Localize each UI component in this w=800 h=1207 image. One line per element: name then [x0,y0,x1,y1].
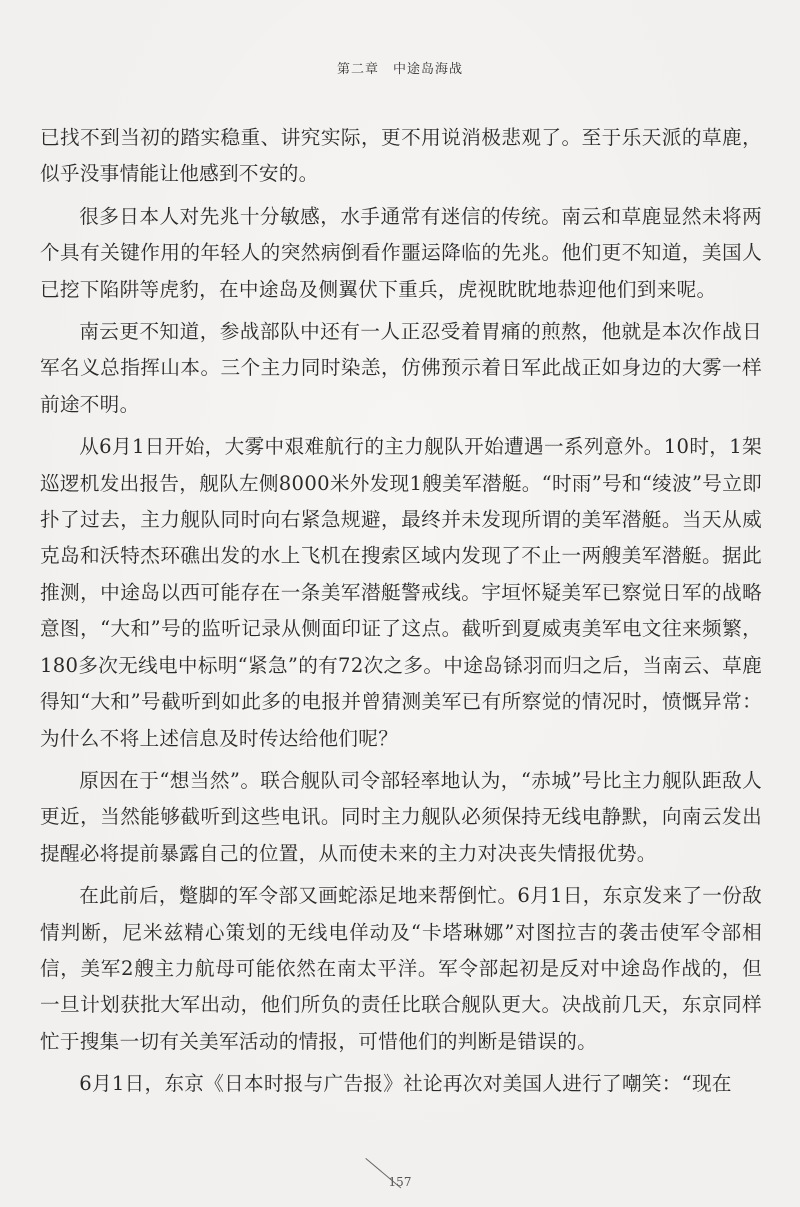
chapter-title: 中途岛海战 [393,62,464,77]
paragraph-5: 原因在于“想当然”。联合舰队司令部轻率地认为，“赤城”号比主力舰队距敌人更近，当然能够截听到这些电讯。同时主力舰队必须保持无线电静默，向南云发出提醒必将提前暴露自己的位置，从而使未来的主力对决丧失情报优势。 [40,768,762,865]
body-text [40,120,762,1103]
paragraph-6: 在此前后，蹩脚的军令部又画蛇添足地来帮倒忙。6月1日，东京发来了一份敌情判断，尼米兹精心策划的无线电佯动及“卡塔琳娜”对图拉吉的袭击使军令部相信，美军2艘主力航母可能依然在南太平洋。军令部起初是反对中途岛作战的，但一旦计划获批大军出动，他们所负的责任比联合舰队更大。决战前几天，东京同样忙于搜集一切有关美军活动的情报，可惜他们的判断是错误的。 [40,884,762,1053]
running-head [0,58,800,77]
paragraph-2: 很多日本人对先兆十分敏感，水手通常有迷信的传统。南云和草鹿显然未将两个具有关键作用的年轻人的突然病倒看作噩运降临的先兆。他们更不知道，美国人已挖下陷阱等虎豹，在中途岛及侧翼伏下重兵，虎视眈眈地恭迎他们到来呢。 [40,204,762,301]
paragraph-4: 从6月1日开始，大雾中艰难航行的主力舰队开始遭遇一系列意外。10时，1架巡逻机发出报告，舰队左侧8000米外发现1艘美军潜艇。“时雨”号和“绫波”号立即扑了过去，主力舰队同时向右紧急规避，最终并未发现所谓的美军潜艇。当天从威克岛和沃特杰环礁出发的水上飞机在搜索区域内发现了不止一两艘美军潜艇。据此推测，中途岛以西可能存在一条美军潜艇警戒线。宇垣怀疑美军已察觉日军的战略意图，“大和”号的监听记录从侧面印证了这点。截听到夏威夷美军电文往来频繁，180多次无线电中标明“紧急”的有72次之多。中途岛铩羽而归之后，当南云、草鹿得知“大和”号截听到如此多的电报并曾猜测美军已有所察觉的情况时，愤慨异常：为什么不将上述信息及时传达给他们呢？ [40,435,762,750]
page-number: 157 [388,1175,412,1189]
paragraph-1: 已找不到当初的踏实稳重、讲究实际，更不用说消极悲观了。至于乐天派的草鹿，似乎没事情能让他感到不安的。 [40,126,762,186]
chapter-number: 第二章 [336,62,379,77]
paragraph-7: 6月1日，东京《日本时报与广告报》社论再次对美国人进行了嘲笑：“现在 [79,1072,732,1096]
paragraph-3: 南云更不知道，参战部队中还有一人正忍受着胃痛的煎熬，他就是本次作战日军名义总指挥山本。三个主力同时染恙，仿佛预示着日军此战正如身边的大雾一样前途不明。 [40,320,762,416]
